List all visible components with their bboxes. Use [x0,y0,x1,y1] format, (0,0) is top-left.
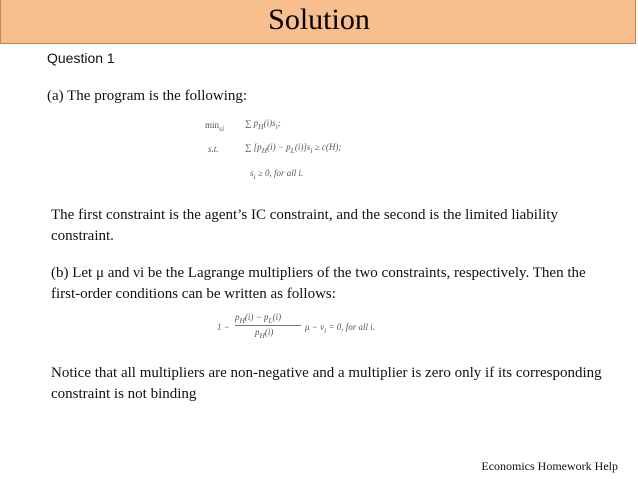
foc-tail-text: μ − ν [305,322,325,332]
paragraph-lagrange: (b) Let μ and νi be the Lagrange multipliers of the two constraints, respectively. Then the first-order conditions can be written as follows: [51,265,586,302]
objective-tail: (i)s [263,118,276,128]
foc-den-h: H [259,330,265,340]
foc-end: = 0, for all i. [328,322,376,332]
foc-num-l: L [268,315,273,325]
nonneg-tail: ≥ 0, for all i. [257,168,304,178]
paragraph-multipliers: Notice that all multipliers are non-negative and a multiplier is zero only if its corresponding constraint is not binding [51,365,602,402]
objective-row [205,120,224,133]
page-title: Solution [268,3,370,36]
question-label: Question 1 [47,50,115,66]
constraint-label: s.t. [208,144,219,154]
constraint-expression: ∑ $[p_H(i) - p_L(i)]s_i \ge c(H)$; [245,142,342,155]
foc-equation [217,312,387,342]
min-subscript-i: i [221,123,225,133]
foc-den-tail: (i) [264,327,274,337]
min-subscript: s [219,123,222,133]
paragraph-ic-constraint: The first constraint is the agent’s IC constraint, and the second is the limited liability constraint. [51,207,558,244]
objective-i-sub: i [275,121,278,131]
foc-num-h: H [239,315,245,325]
foc-lead: 1 − [217,322,230,332]
objective-expression: ∑ $p_H(i)s_i$; [245,118,281,131]
foc-num-tail: (i) [272,312,282,322]
footer-credit: Economics Homework Help [481,459,618,473]
foc-num-mid: (i) − p [244,312,269,322]
foc-num-p: p [235,312,240,322]
constraint-tail: (i)]s [294,142,311,152]
fraction-bar [235,325,301,326]
objective-h-sub: H [258,121,264,131]
constraint-l-sub: L [290,145,295,155]
nonneg-expression: $s_i \ge 0$, for all i. [250,168,304,181]
constraint-end: ≥ c(H); [314,142,342,152]
program-equation [205,114,375,184]
foc-denominator [255,327,273,340]
foc-numerator [235,312,281,325]
constraint-mid: (i) − p [267,142,291,152]
foc-tail [305,322,375,335]
constraint-h-sub: H [261,145,268,155]
foc-tail-sub: i [324,325,327,335]
foc-den-p: p [255,327,260,337]
part-a-intro: (a) The program is the following: [47,88,248,104]
nonneg-s: s [250,168,254,178]
objective-sum: ∑ p [245,118,259,128]
min-label: min [205,120,220,130]
constraint-sum: ∑ [p [245,142,262,152]
